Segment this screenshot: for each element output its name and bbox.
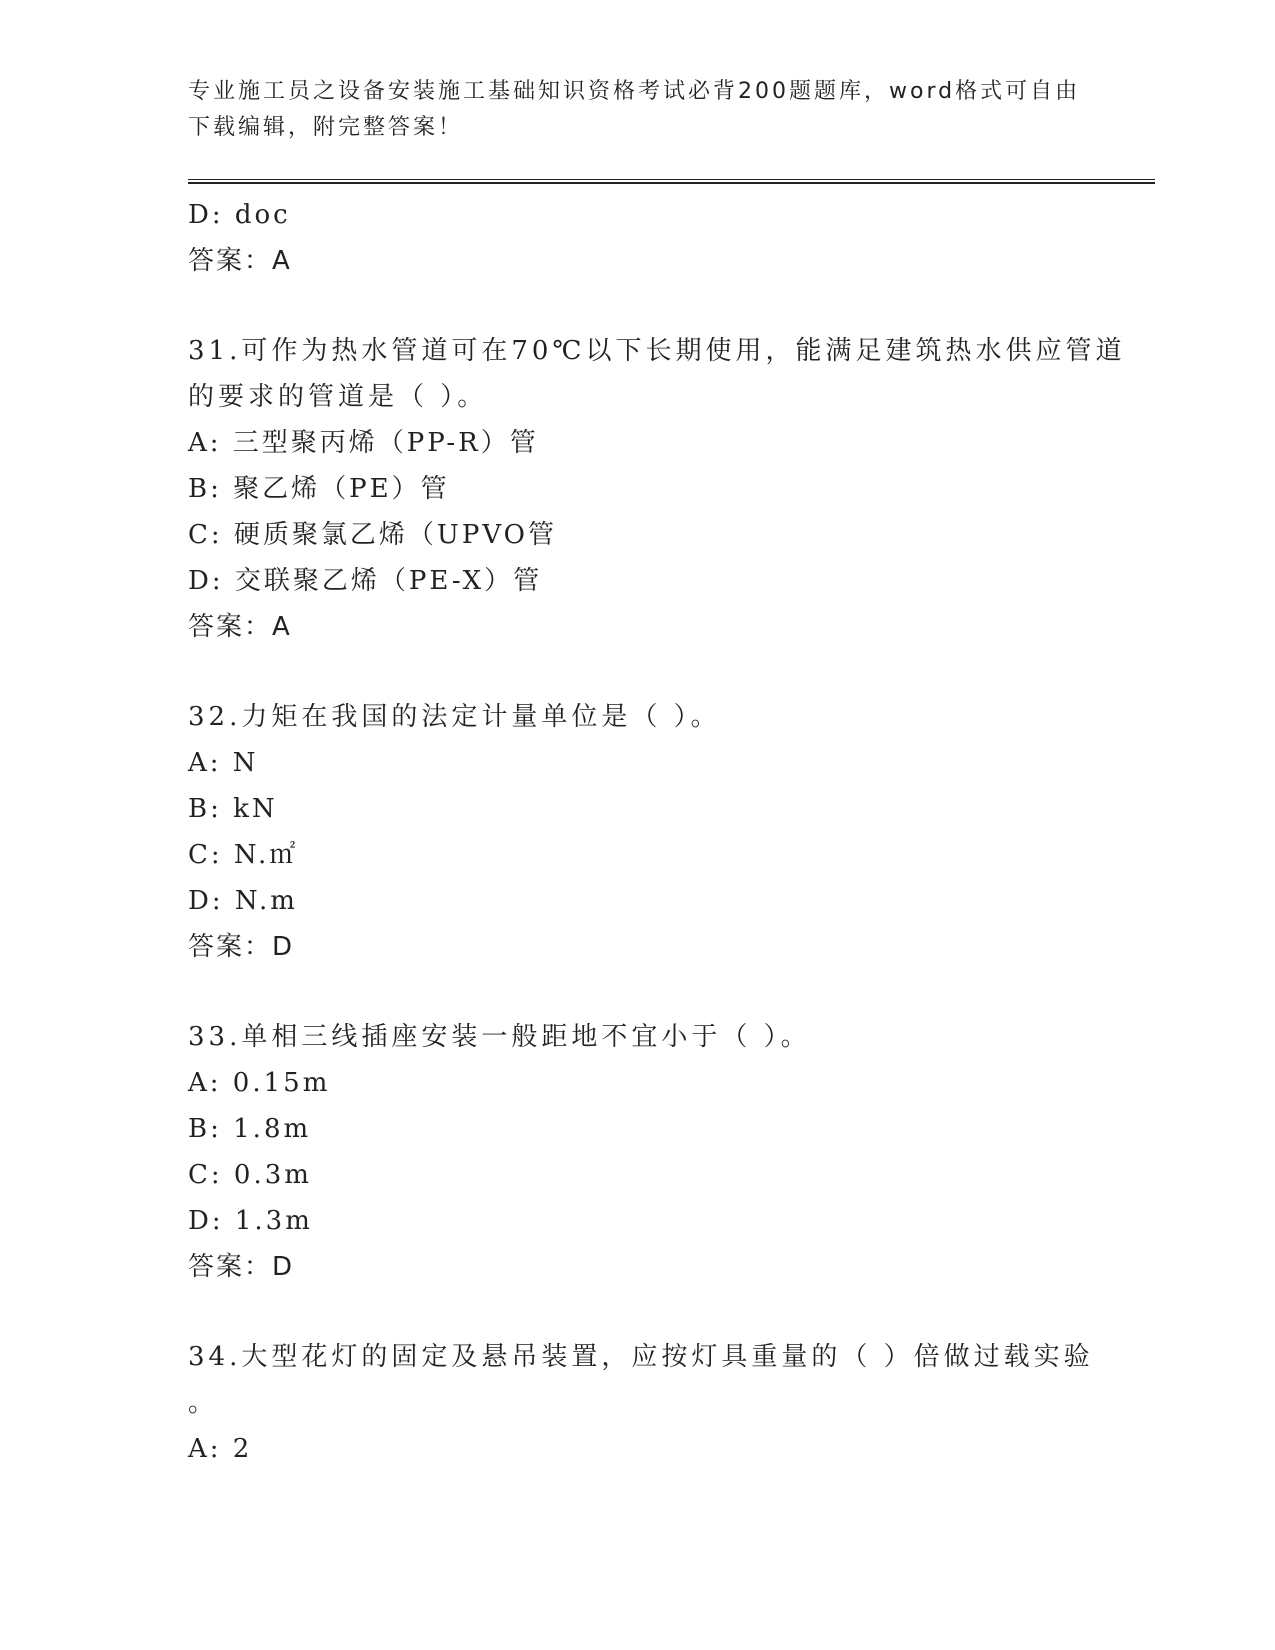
question-spacer <box>188 970 1088 1014</box>
question-32 <box>188 694 1088 970</box>
question-33-option-d: D: 1.3m <box>188 1206 313 1236</box>
question-33-answer: 答案：D <box>188 1252 295 1282</box>
prev-option-d: D: doc <box>188 200 291 230</box>
question-31-stem-line-1: 31.可作为热水管道可在70℃以下长期使用，能满足建筑热水供应管道 <box>188 336 1126 366</box>
question-32-option-d: D: N.m <box>188 886 298 916</box>
header-title-line-2: 下载编辑，附完整答案！ <box>188 115 464 140</box>
question-34 <box>188 1334 1094 1472</box>
question-31-option-a: A: 三型聚丙烯（PP-R）管 <box>188 428 539 458</box>
question-34-stem-line-1: 34.大型花灯的固定及悬吊装置，应按灯具重量的（ ）倍做过载实验 <box>188 1342 1094 1372</box>
question-33-option-b: B: 1.8m <box>188 1114 312 1144</box>
question-31-option-c: C: 硬质聚氯乙烯（UPVO管 <box>188 520 557 550</box>
document-header <box>188 74 1088 146</box>
question-31-option-b: B: 聚乙烯（PE）管 <box>188 474 450 504</box>
question-32-answer: 答案：D <box>188 932 295 962</box>
prev-answer: 答案：A <box>188 246 292 276</box>
question-spacer <box>188 1290 1088 1334</box>
header-title-line-1: 专业施工员之设备安装施工基础知识资格考试必背200题题库，word格式可自由 <box>188 79 1081 104</box>
question-31-option-d: D: 交联聚乙烯（PE-X）管 <box>188 566 543 596</box>
question-32-stem-line-1: 32.力矩在我国的法定计量单位是（ ）。 <box>188 702 721 732</box>
document-content <box>188 192 1126 1472</box>
question-34-option-a: A: 2 <box>188 1434 253 1464</box>
header-divider <box>188 179 1155 184</box>
question-33-option-c: C: 0.3m <box>188 1160 312 1190</box>
question-32-option-c: C: N.㎡ <box>188 840 299 870</box>
question-34-stem-line-2: 。 <box>188 1388 219 1418</box>
question-33-option-a: A: 0.15m <box>188 1068 331 1098</box>
question-33-stem-line-1: 33.单相三线插座安装一般距地不宜小于（ ）。 <box>188 1022 811 1052</box>
question-32-option-a: A: N <box>188 748 259 778</box>
question-31-answer: 答案：A <box>188 612 292 642</box>
question-spacer <box>188 650 1088 694</box>
question-spacer <box>188 284 1088 328</box>
question-31-stem-line-2: 的要求的管道是（ ）。 <box>188 382 488 412</box>
question-32-option-b: B: kN <box>188 794 278 824</box>
question-33 <box>188 1014 1088 1290</box>
question-31 <box>188 328 1126 650</box>
